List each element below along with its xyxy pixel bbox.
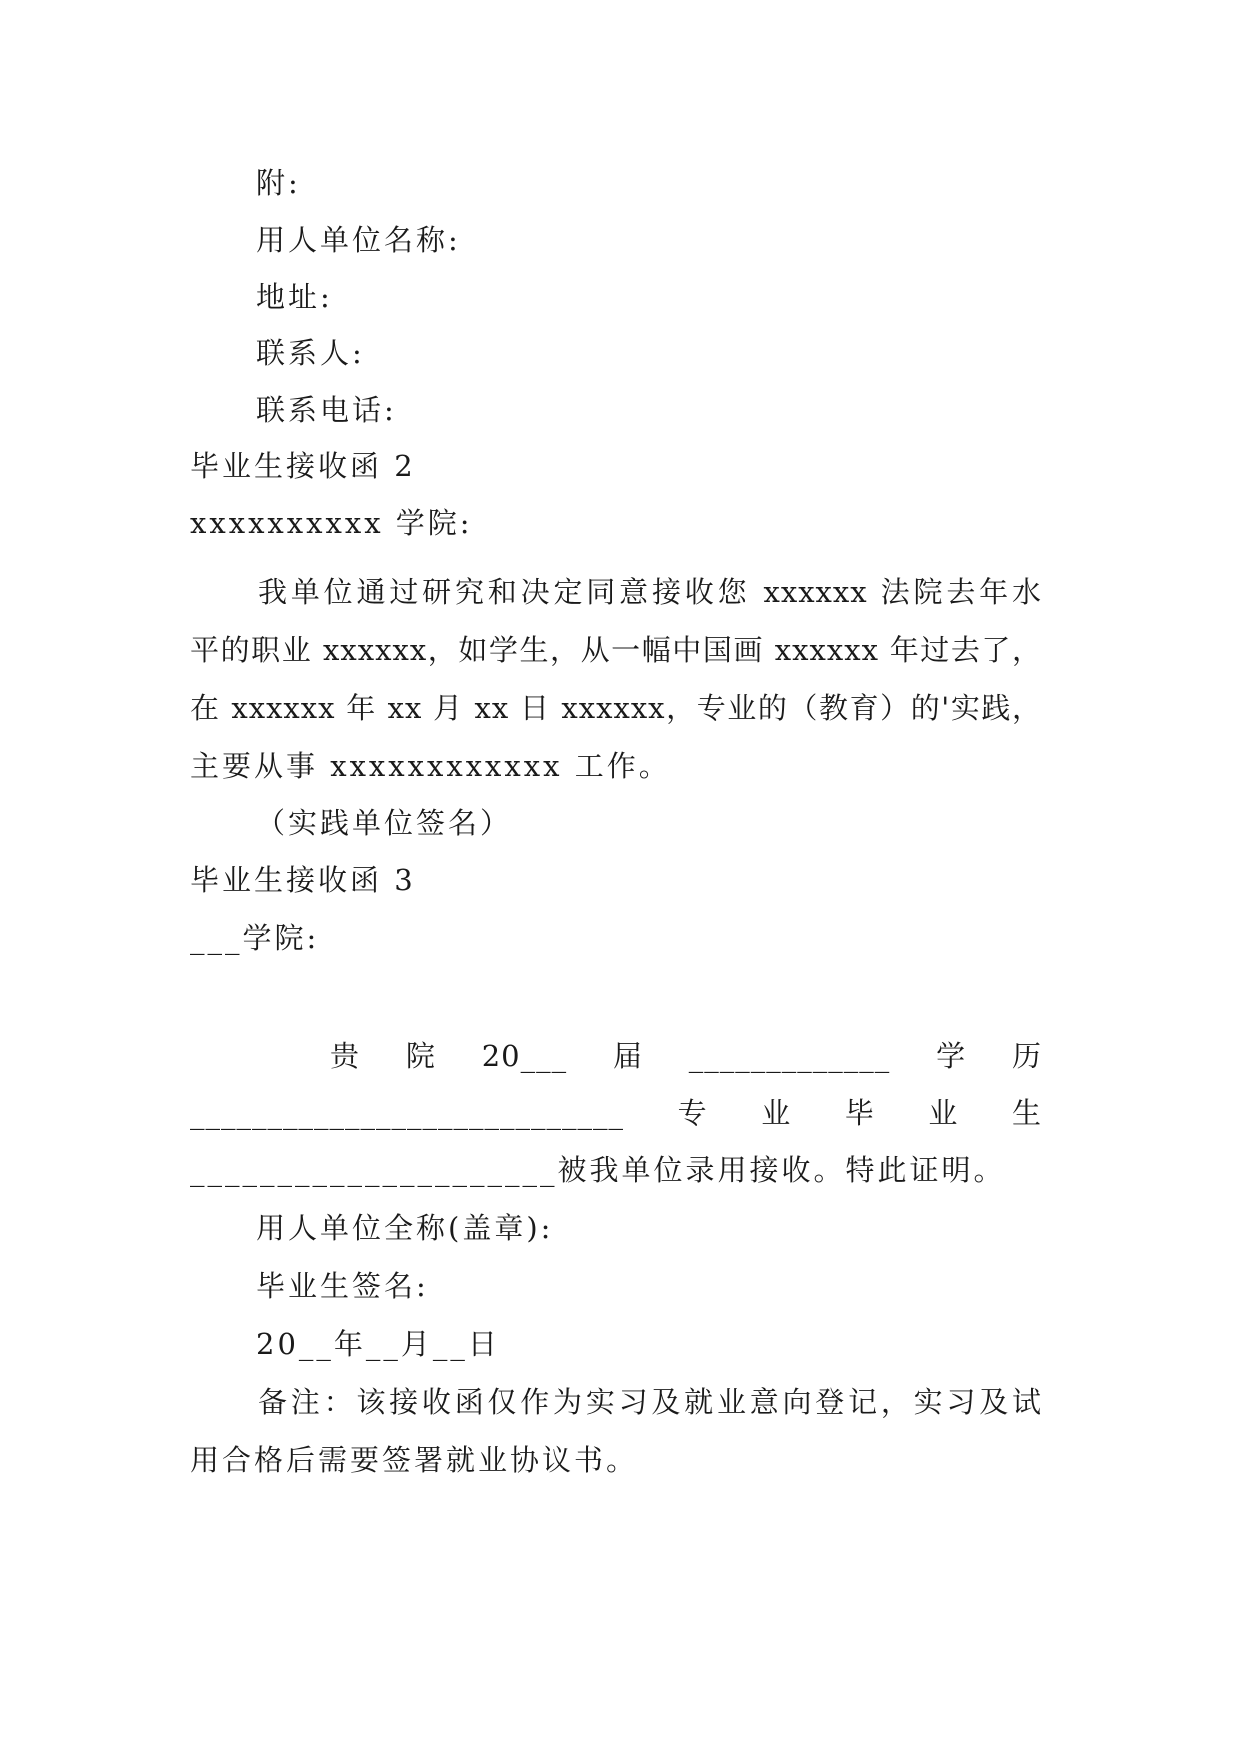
date-line: 20__年__月__日 — [256, 1327, 500, 1361]
letter3-title: 毕业生接收函 3 — [190, 863, 416, 897]
letter2-body-line: 在 xxxxxx 年 xx 月 xx 日 xxxxxx，专业的（教育）的'实践， — [190, 691, 1042, 725]
employer-name-field: 用人单位名称: — [256, 223, 461, 257]
letter2-body-line: 主要从事 xxxxxxxxxxxx 工作。 — [190, 749, 671, 783]
contact-person-field: 联系人: — [256, 336, 365, 370]
note-line: 备注：该接收函仅作为实习及就业意向登记，实习及试 — [258, 1385, 1042, 1419]
note-line: 用合格后需要签署就业协议书。 — [190, 1443, 639, 1477]
address-field: 地址: — [256, 280, 333, 314]
letter3-body-line: ____________________________ 专 业 毕 业 生 — [190, 1096, 1042, 1130]
letter2-addressee: xxxxxxxxxx 学院: — [190, 506, 473, 540]
graduate-signature-field: 毕业生签名: — [256, 1269, 429, 1303]
letter2-signature: （实践单位签名） — [256, 806, 513, 840]
letter3-body-line: _____________________被我单位录用接收。特此证明。 — [190, 1153, 1006, 1187]
letter2-body-line: 我单位通过研究和决定同意接收您 xxxxxx 法院去年水 — [258, 575, 1042, 609]
letter2-title: 毕业生接收函 2 — [190, 449, 416, 483]
letter3-addressee: ___学院: — [190, 921, 320, 955]
letter2-body-line: 平的职业 xxxxxx，如学生，从一幅中国画 xxxxxx 年过去了， — [190, 633, 1042, 667]
attachment-label: 附: — [256, 166, 301, 200]
employer-seal-field: 用人单位全称(盖章): — [256, 1211, 554, 1245]
contact-phone-field: 联系电话: — [256, 393, 397, 427]
letter3-body-line: 贵 院 20___ 届 _____________ 学 历 — [330, 1039, 1042, 1073]
